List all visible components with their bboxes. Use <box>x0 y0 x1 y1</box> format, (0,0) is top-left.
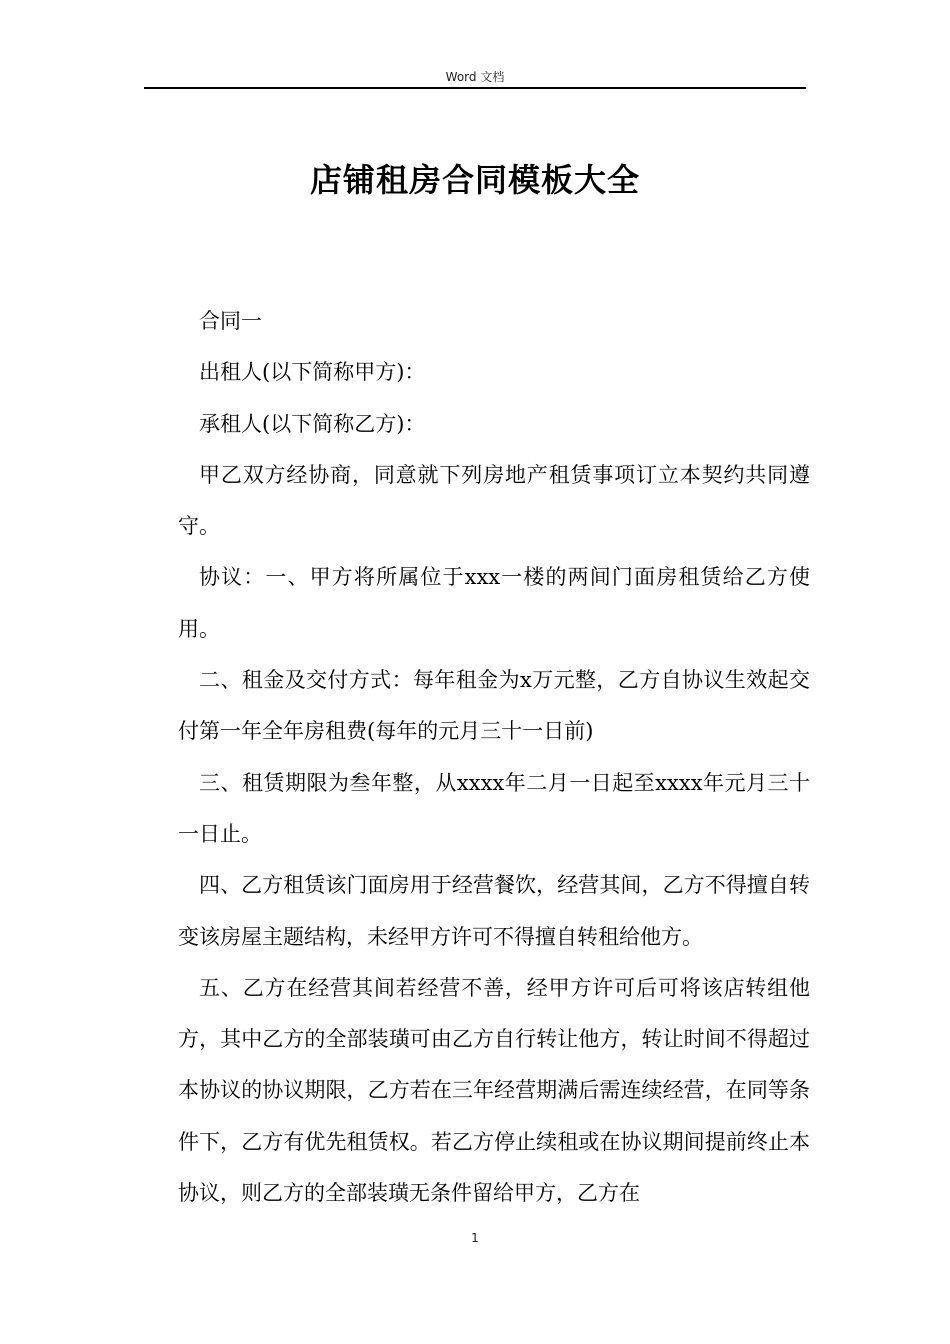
page-number: 1 <box>471 1231 479 1245</box>
document-body <box>178 296 810 1219</box>
document-title: 店铺租房合同模板大全 <box>309 161 640 199</box>
paragraph: 出租人(以下简称甲方)： <box>199 360 426 385</box>
page-header: Word 文档 <box>445 70 505 84</box>
paragraph: 协议：一、甲方将所属位于xxx一楼的两间门面房租赁给乙方使用。 <box>178 565 810 641</box>
paragraph: 二、租金及交付方式：每年租金为x万元整，乙方自协议生效起交付第一年全年房租费(每年的元月三十一日前) <box>178 668 810 744</box>
paragraph: 合同一 <box>199 309 262 333</box>
paragraph: 三、租赁期限为叁年整，从xxxx年二月一日起至xxxx年元月三十一日止。 <box>178 770 810 846</box>
paragraph: 五、乙方在经营其间若经营不善，经甲方许可后可将该店转组他方，其中乙方的全部装璜可由乙方自行转让他方，转让时间不得超过本协议的协议期限，乙方若在三年经营期满后需连续经营，在同等条件下，乙方有优先租赁权。若乙方停止续租或在协议期间提前终止本协议，则乙方的全部装璜无条件留给甲方，乙方在 <box>178 975 810 1206</box>
header-divider <box>144 87 806 89</box>
paragraph: 四、乙方租赁该门面房用于经营餐饮，经营其间，乙方不得擅自转变该房屋主题结构，未经甲方许可不得擅自转租给他方。 <box>178 873 810 949</box>
paragraph: 承租人(以下简称乙方)： <box>199 411 426 436</box>
paragraph: 甲乙双方经协商，同意就下列房地产租赁事项订立本契约共同遵守。 <box>178 462 810 539</box>
